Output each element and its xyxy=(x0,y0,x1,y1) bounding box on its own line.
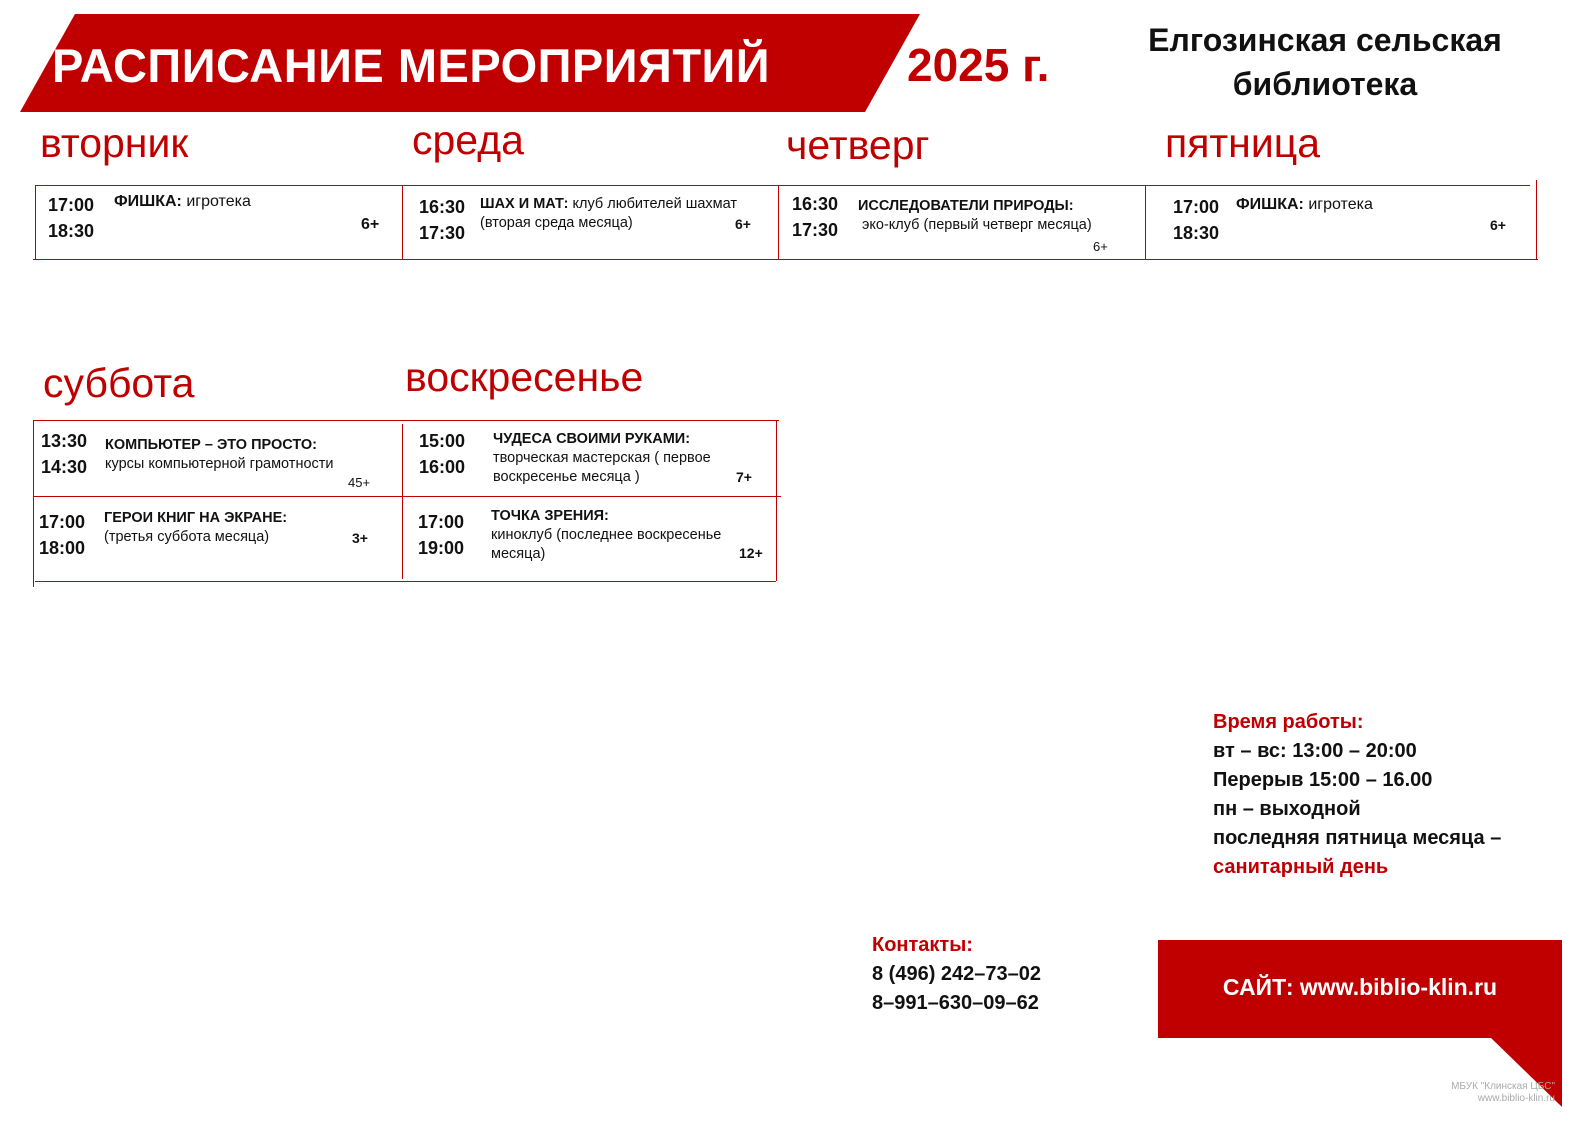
table2-divider xyxy=(33,420,34,587)
page-title: РАСПИСАНИЕ МЕРОПРИЯТИЙ xyxy=(52,39,771,92)
working-hours xyxy=(1213,708,1501,882)
day-heading-tuesday: вторник xyxy=(40,120,189,166)
watermark-line: www.biblio-klin.ru xyxy=(1477,1093,1555,1104)
sunday-time-2 xyxy=(418,509,464,561)
end-time: 14:30 xyxy=(41,457,88,477)
day-heading-sunday: воскресенье xyxy=(405,354,644,400)
event-desc: эко-клуб (первый четверг месяца) xyxy=(862,217,1092,233)
event-desc: творческая мастерская ( первое воскресенье месяца ) xyxy=(493,450,711,485)
start-time: 16:30 xyxy=(792,194,839,214)
sunday-time-1 xyxy=(419,428,465,480)
website-link[interactable]: САЙТ: www.biblio-klin.ru xyxy=(1222,974,1498,1000)
event-title: ШАХ И МАТ: xyxy=(480,196,569,212)
year-label: 2025 г. xyxy=(907,39,1050,91)
phone-number: 8 (496) 242–73–02 xyxy=(872,963,1042,985)
age-badge: 6+ xyxy=(735,216,751,232)
watermark-line: МБУК "Клинская ЦБС" xyxy=(1451,1081,1555,1092)
sanitary-day: санитарный день xyxy=(1213,856,1389,878)
event-title: КОМПЬЮТЕР – ЭТО ПРОСТО: xyxy=(105,437,317,453)
day-heading-saturday: суббота xyxy=(43,360,195,406)
tuesday-event xyxy=(114,192,354,211)
end-time: 16:00 xyxy=(419,457,466,477)
end-time: 17:30 xyxy=(792,220,839,240)
library-name-line1: Елгозинская сельская xyxy=(1148,22,1502,58)
event-desc: курсы компьютерной грамотности xyxy=(105,456,334,472)
wednesday-time xyxy=(419,194,465,246)
table1-bottom-border xyxy=(33,259,1538,260)
table2-divider xyxy=(402,424,403,579)
wednesday-event xyxy=(480,195,742,233)
contacts xyxy=(872,931,1041,1018)
table2-middle-border xyxy=(33,496,781,497)
event-title: ТОЧКА ЗРЕНИЯ: xyxy=(491,508,609,524)
end-time: 18:30 xyxy=(1173,223,1220,243)
hours-line: Перерыв 15:00 – 16.00 xyxy=(1213,769,1433,791)
age-badge: 7+ xyxy=(736,469,752,485)
event-title: ФИШКА: xyxy=(1236,196,1304,213)
saturday-time-2 xyxy=(39,509,85,561)
age-badge: 45+ xyxy=(348,475,371,490)
start-time: 15:00 xyxy=(419,431,466,451)
event-desc: клуб любителей шахмат (вторая среда месяца) xyxy=(480,196,738,231)
start-time: 17:00 xyxy=(39,512,86,532)
event-desc: (третья суббота месяца) xyxy=(104,529,270,545)
sunday-event-1 xyxy=(493,430,729,487)
saturday-time-1 xyxy=(41,428,87,480)
table1-divider xyxy=(1145,185,1146,259)
end-time: 17:30 xyxy=(419,223,466,243)
age-badge: 6+ xyxy=(1093,239,1108,254)
contacts-heading: Контакты: xyxy=(872,934,973,956)
day-heading-wednesday: среда xyxy=(412,117,524,163)
thursday-time xyxy=(792,191,838,243)
event-title: ФИШКА: xyxy=(114,193,182,210)
tuesday-time xyxy=(48,192,94,244)
age-badge: 12+ xyxy=(739,545,763,561)
saturday-event-2 xyxy=(104,509,344,547)
friday-time xyxy=(1173,194,1219,246)
start-time: 16:30 xyxy=(419,197,466,217)
age-badge: 3+ xyxy=(352,530,368,546)
start-time: 17:00 xyxy=(48,195,95,215)
age-badge: 6+ xyxy=(1490,217,1506,233)
table1-divider xyxy=(1536,180,1537,259)
event-title: ГЕРОИ КНИГ НА ЭКРАНЕ: xyxy=(104,510,288,526)
age-badge: 6+ xyxy=(361,216,380,233)
table1-top-border xyxy=(35,185,1530,186)
start-time: 17:00 xyxy=(418,512,465,532)
hours-line: пн – выходной xyxy=(1213,798,1361,820)
watermark xyxy=(1451,1081,1555,1105)
hours-heading: Время работы: xyxy=(1213,711,1364,733)
event-desc: игротека xyxy=(181,193,251,210)
table1-divider xyxy=(778,185,779,259)
start-time: 13:30 xyxy=(41,431,88,451)
hours-line: вт – вс: 13:00 – 20:00 xyxy=(1213,740,1417,762)
table1-divider xyxy=(35,185,36,259)
event-title: ЧУДЕСА СВОИМИ РУКАМИ: xyxy=(493,431,691,447)
hours-line: последняя пятница месяца – xyxy=(1213,827,1502,849)
friday-event xyxy=(1236,195,1476,214)
saturday-event-1 xyxy=(105,436,355,474)
library-name xyxy=(1140,18,1510,106)
thursday-event xyxy=(858,197,1128,235)
table2-bottom-border xyxy=(35,581,776,582)
start-time: 17:00 xyxy=(1173,197,1220,217)
end-time: 18:30 xyxy=(48,221,95,241)
end-time: 18:00 xyxy=(39,538,86,558)
phone-number: 8–991–630–09–62 xyxy=(872,992,1039,1014)
table2-divider xyxy=(776,420,777,581)
event-title: ИССЛЕДОВАТЕЛИ ПРИРОДЫ: xyxy=(858,198,1074,214)
end-time: 19:00 xyxy=(418,538,465,558)
table1-divider xyxy=(402,185,403,259)
event-desc: киноклуб (последнее воскресенье месяца) xyxy=(491,527,722,562)
library-name-line2: библиотека xyxy=(1232,66,1418,102)
day-heading-friday: пятница xyxy=(1165,120,1321,166)
sunday-event-2 xyxy=(491,507,736,564)
event-desc: игротека xyxy=(1303,196,1373,213)
day-heading-thursday: четверг xyxy=(786,122,930,168)
table2-top-border xyxy=(33,420,779,421)
